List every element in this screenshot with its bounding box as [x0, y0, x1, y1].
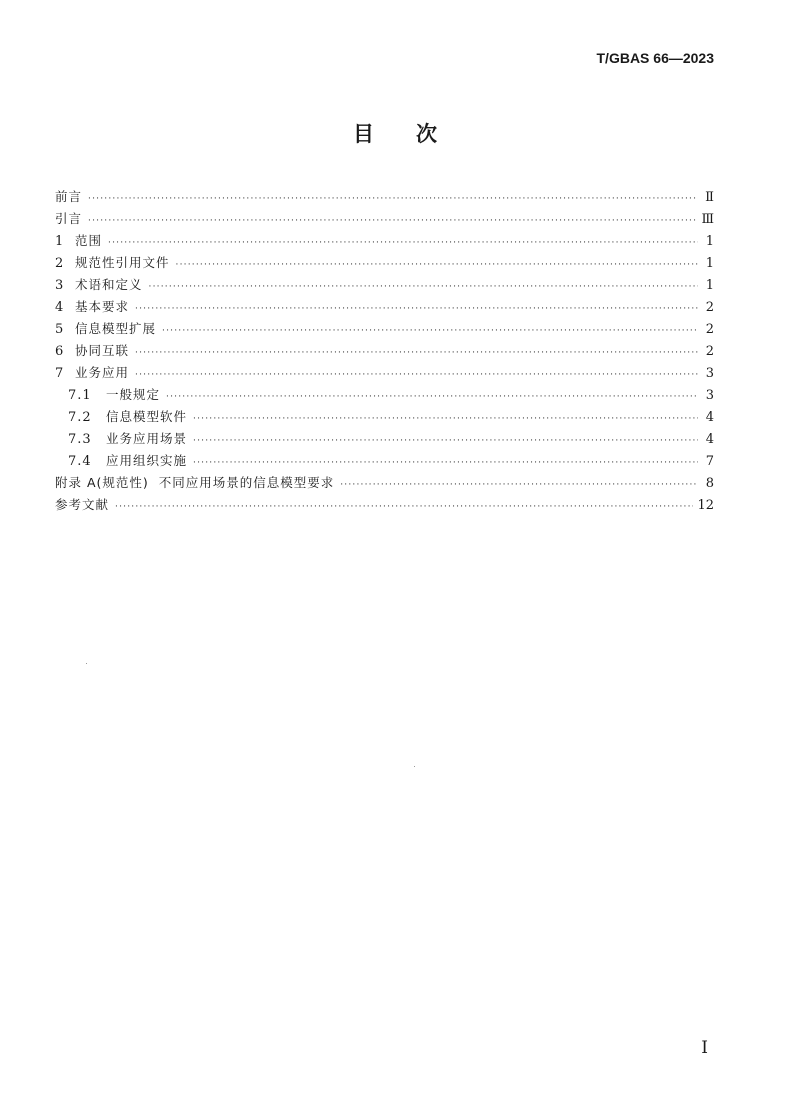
- page-title: 目次: [353, 122, 479, 146]
- toc-entry-number: 4: [55, 300, 64, 315]
- dot-leader: [176, 254, 698, 276]
- toc-entry-page: 12: [697, 498, 714, 513]
- toc-entry[interactable]: [55, 472, 714, 494]
- toc-entry-page: Ⅱ: [705, 190, 714, 205]
- toc-entry[interactable]: [55, 428, 714, 450]
- toc-entry[interactable]: [55, 494, 714, 516]
- dot-leader: [88, 210, 697, 232]
- toc-entry-title: 协同互联: [75, 343, 130, 358]
- dot-leader: [88, 188, 698, 210]
- toc-entry-number: 3: [55, 278, 64, 293]
- dot-leader: [162, 320, 698, 342]
- toc-entry-page: 8: [705, 476, 714, 491]
- toc-entry-number: 5: [55, 322, 64, 337]
- dot-leader: [135, 364, 698, 386]
- toc-entry[interactable]: [55, 340, 714, 362]
- toc-entry[interactable]: [55, 252, 714, 274]
- toc-entry-page: 2: [705, 344, 714, 359]
- toc-entry-title: 范围: [75, 233, 103, 248]
- toc-entry[interactable]: [55, 406, 714, 428]
- toc-entry-number: 7.4: [68, 454, 92, 469]
- toc-entry-title: 业务应用场景: [106, 431, 188, 446]
- toc-entry[interactable]: [55, 450, 714, 472]
- toc-entry-title: 规范性引用文件: [75, 255, 170, 270]
- toc-entry-page: 1: [705, 278, 714, 293]
- toc-entry-number: 7.2: [68, 410, 92, 425]
- toc-entry[interactable]: [55, 230, 714, 252]
- scan-speck: [86, 663, 87, 664]
- toc-entry-page: 3: [705, 366, 714, 381]
- toc-entry[interactable]: [55, 296, 714, 318]
- toc-entry-page: 3: [705, 388, 714, 403]
- toc-entry-title: 参考文献: [55, 497, 110, 512]
- dot-leader: [166, 386, 698, 408]
- toc-entry-page: 4: [705, 432, 714, 447]
- toc-entry-title: 术语和定义: [75, 277, 143, 292]
- toc-entry-page: 1: [705, 234, 714, 249]
- toc-entry-page: 2: [705, 300, 714, 315]
- dot-leader: [340, 474, 698, 496]
- dot-leader: [149, 276, 698, 298]
- toc-entry-page: 2: [705, 322, 714, 337]
- toc-entry-number: 6: [55, 344, 64, 359]
- toc-entry-page: 1: [705, 256, 714, 271]
- standard-code: T/GBAS 66—2023: [596, 50, 714, 66]
- dot-leader: [108, 232, 698, 254]
- dot-leader: [193, 430, 698, 452]
- toc-entry-title: 附录 A(规范性) 不同应用场景的信息模型要求: [55, 475, 335, 490]
- scan-speck: [414, 766, 415, 767]
- toc-entry-number: 1: [55, 234, 64, 249]
- table-of-contents: [55, 186, 714, 516]
- toc-entry-page: 7: [705, 454, 714, 469]
- toc-entry-page: Ⅲ: [701, 212, 714, 227]
- toc-entry-title: 信息模型扩展: [75, 321, 157, 336]
- toc-entry-title: 应用组织实施: [106, 453, 188, 468]
- toc-entry[interactable]: [55, 318, 714, 340]
- toc-entry-title: 前言: [55, 189, 83, 204]
- toc-entry-title: 信息模型软件: [106, 409, 188, 424]
- toc-entry-title: 一般规定: [106, 387, 161, 402]
- toc-entry-number: 7.1: [68, 388, 92, 403]
- toc-entry[interactable]: [55, 208, 714, 230]
- toc-entry-page: 4: [705, 410, 714, 425]
- toc-entry-title: 引言: [55, 211, 83, 226]
- dot-leader: [193, 408, 698, 430]
- toc-entry-number: 7.3: [68, 432, 92, 447]
- toc-entry-number: 7: [55, 366, 64, 381]
- toc-entry[interactable]: [55, 362, 714, 384]
- dot-leader: [193, 452, 698, 474]
- toc-entry[interactable]: [55, 274, 714, 296]
- toc-entry-number: 2: [55, 256, 64, 271]
- page-number: I: [701, 1038, 708, 1058]
- toc-entry-title: 基本要求: [75, 299, 130, 314]
- toc-entry[interactable]: [55, 384, 714, 406]
- toc-entry[interactable]: [55, 186, 714, 208]
- dot-leader: [135, 298, 698, 320]
- dot-leader: [115, 496, 693, 518]
- dot-leader: [135, 342, 698, 364]
- toc-entry-title: 业务应用: [75, 365, 130, 380]
